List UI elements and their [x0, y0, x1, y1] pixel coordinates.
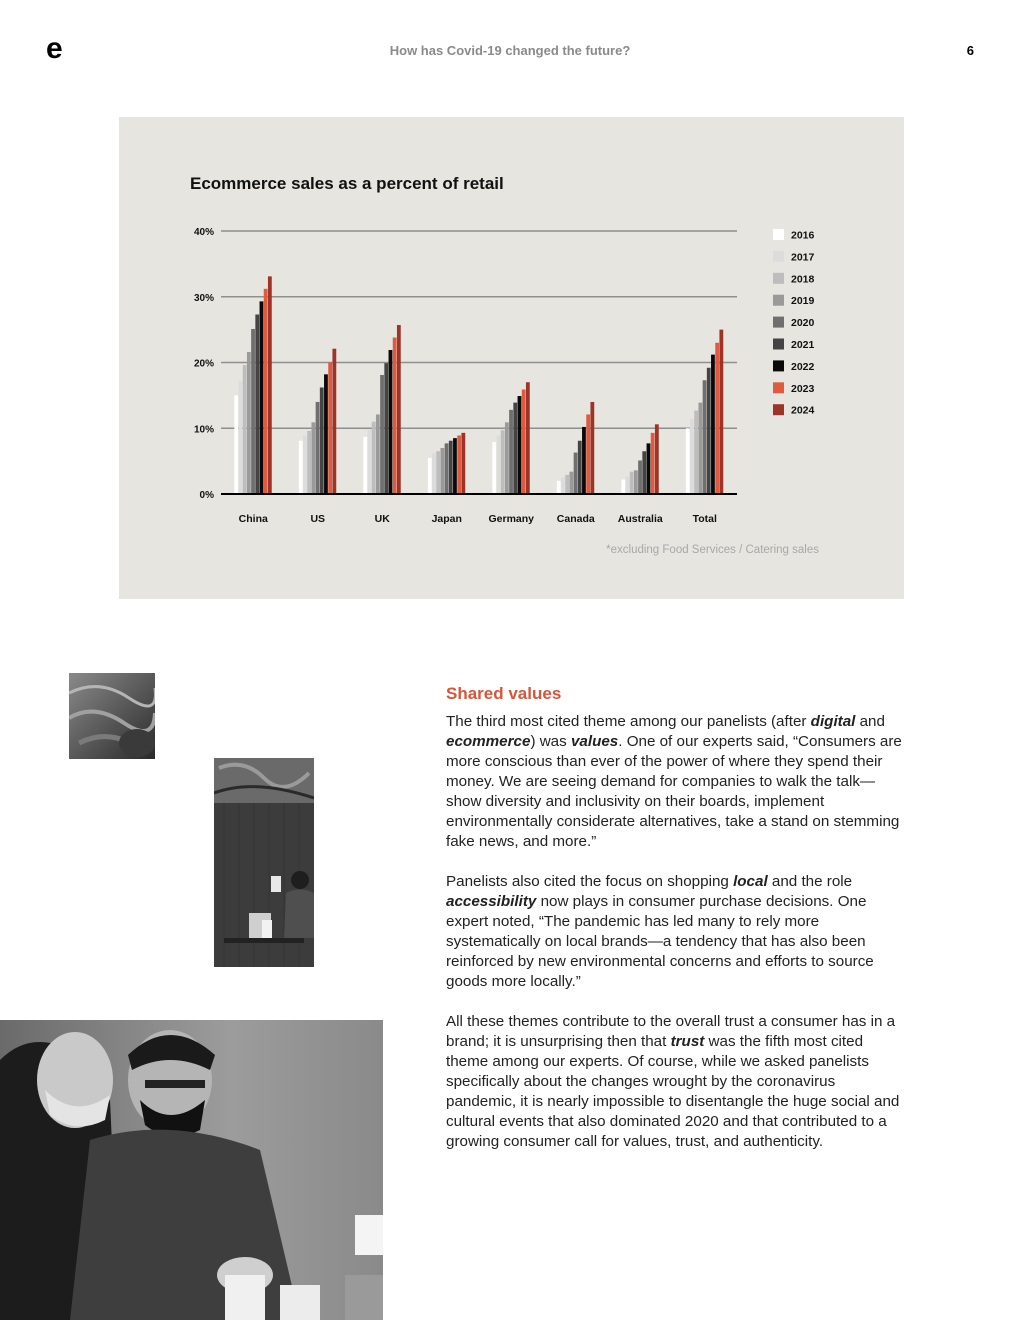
- bar: [707, 368, 711, 494]
- chart-title: Ecommerce sales as a percent of retail: [190, 174, 504, 193]
- bar: [239, 381, 243, 494]
- legend-label: 2019: [791, 295, 815, 308]
- bar: [557, 481, 561, 494]
- bar: [647, 443, 651, 494]
- bar: [642, 451, 646, 494]
- legend-swatch: [773, 229, 784, 240]
- bar: [436, 451, 440, 494]
- y-tick-label: 30%: [193, 292, 214, 304]
- bar: [234, 395, 238, 494]
- baristas-photo: [0, 1020, 383, 1320]
- bar: [251, 329, 255, 494]
- x-tick-label: UK: [374, 513, 390, 525]
- cafe-image: [214, 758, 314, 967]
- legend-swatch: [773, 360, 784, 371]
- y-tick-label: 0%: [199, 490, 214, 501]
- legend-label: 2023: [791, 382, 815, 395]
- bar: [316, 402, 320, 494]
- bar: [590, 402, 594, 494]
- x-tick-label: Australia: [617, 513, 663, 525]
- bar: [565, 475, 569, 494]
- cafe-photo: [214, 758, 314, 967]
- fabric-image: [69, 673, 155, 759]
- bar: [574, 453, 578, 494]
- legend-swatch: [773, 251, 784, 262]
- bar: [324, 374, 328, 494]
- bar: [522, 389, 526, 494]
- bar: [526, 382, 530, 494]
- bar: [389, 350, 393, 494]
- bar: [397, 325, 401, 494]
- bar: [719, 330, 723, 494]
- bar: [492, 442, 496, 494]
- bar: [626, 477, 630, 494]
- bar: [518, 396, 522, 494]
- bar: [260, 301, 264, 494]
- bar: [513, 403, 517, 494]
- legend-swatch: [773, 317, 784, 328]
- bar: [243, 365, 247, 494]
- legend-label: 2021: [791, 339, 815, 351]
- bar: [651, 433, 655, 494]
- bar: [428, 458, 432, 494]
- bar: [449, 441, 453, 494]
- x-tick-label: Japan: [431, 513, 462, 525]
- bar: [384, 363, 388, 494]
- bar: [311, 422, 315, 494]
- bar: [501, 430, 505, 494]
- x-tick-label: China: [238, 513, 268, 525]
- bar: [461, 433, 465, 494]
- bar: [694, 410, 698, 494]
- legend-swatch: [773, 404, 784, 415]
- bar: [561, 478, 565, 494]
- legend-label: 2018: [791, 273, 815, 286]
- ecommerce-chart: [119, 117, 904, 599]
- bar: [332, 349, 336, 494]
- legend-swatch: [773, 273, 784, 284]
- bar: [509, 410, 513, 494]
- legend-swatch: [773, 382, 784, 393]
- section-heading: Shared values: [446, 684, 562, 703]
- chart-footnote: *excluding Food Services / Catering sales: [606, 544, 819, 556]
- bar: [372, 422, 376, 494]
- bar: [268, 276, 272, 494]
- bar: [655, 424, 659, 494]
- legend-swatch: [773, 295, 784, 306]
- page-number: 6: [966, 43, 974, 58]
- x-tick-label: US: [310, 513, 326, 525]
- bar: [363, 437, 367, 494]
- bar: [578, 441, 582, 494]
- bar: [440, 448, 444, 494]
- bar: [303, 435, 307, 494]
- bar: [380, 375, 384, 494]
- bar: [328, 363, 332, 495]
- bar: [715, 343, 719, 494]
- bar: [690, 419, 694, 494]
- bar: [582, 427, 586, 494]
- legend-label: 2017: [791, 251, 815, 264]
- bar: [586, 414, 590, 494]
- legend-swatch: [773, 339, 784, 350]
- bar: [634, 470, 638, 494]
- page-header-title: How has Covid-19 changed the future?: [389, 43, 631, 58]
- bar: [247, 352, 251, 494]
- legend-label: 2024: [791, 404, 815, 417]
- bar: [630, 472, 634, 494]
- paragraph-2: Panelists also cited the focus on shopping local and the role accessibility now plays in consumer purchase decisions. One expert noted, “The pandemic has led many to rely more systematically on local brands—a tendency that has also been reinforced by new environmental concerns and efforts to source goods more locally.”: [446, 873, 874, 990]
- y-tick-label: 20%: [193, 358, 214, 370]
- bar: [497, 435, 501, 494]
- bar: [703, 380, 707, 494]
- legend-label: 2016: [791, 229, 815, 242]
- bar: [686, 428, 690, 494]
- bar: [299, 441, 303, 494]
- x-tick-label: Total: [692, 513, 717, 525]
- bar: [457, 435, 461, 494]
- chart-panel: [119, 117, 904, 599]
- bar: [432, 453, 436, 494]
- paragraph-3: All these themes contribute to the overall trust a consumer has in a brand; it is unsurprising then that trust was the fifth most cited theme among our experts. Of course, while we asked panelists specifically about the changes wrought by the coronavirus pandemic, it is nearly impossible to disentangle the huge social and cultural events that also dominated 2020 and that contributed to a growing consumer call for values, trust, and authenticity.: [446, 1013, 900, 1150]
- brand-logo: e: [46, 32, 63, 65]
- bar: [368, 430, 372, 494]
- bar: [376, 414, 380, 494]
- legend-label: 2022: [791, 360, 815, 373]
- legend-label: 2020: [791, 317, 815, 330]
- y-tick-label: 40%: [193, 227, 214, 238]
- bar: [320, 387, 324, 494]
- bar: [505, 422, 509, 494]
- bar: [264, 289, 268, 494]
- x-tick-label: Germany: [488, 513, 535, 525]
- bar: [307, 431, 311, 494]
- y-tick-label: 10%: [193, 424, 214, 436]
- bar: [393, 338, 397, 494]
- bar: [698, 403, 702, 494]
- baristas-image: [0, 1020, 383, 1320]
- bar: [621, 480, 625, 494]
- bar: [453, 438, 457, 494]
- paragraph-1: The third most cited theme among our panelists (after digital and ecommerce) was values. One of our experts said, “Consumers are more conscious than ever of the power of where they spend their money. We are seeing demand for companies to walk the talk—show diversity and inclusivity on their boards, implement environmentally considerate alternatives, take a stand on stemming fake news, and more.”: [446, 713, 902, 850]
- article-section: [446, 684, 906, 1172]
- bar: [638, 460, 642, 494]
- fabric-photo: [69, 673, 155, 759]
- bar: [255, 315, 259, 494]
- bar: [569, 472, 573, 494]
- bar: [711, 355, 715, 494]
- x-tick-label: Canada: [556, 513, 595, 525]
- bar: [445, 443, 449, 494]
